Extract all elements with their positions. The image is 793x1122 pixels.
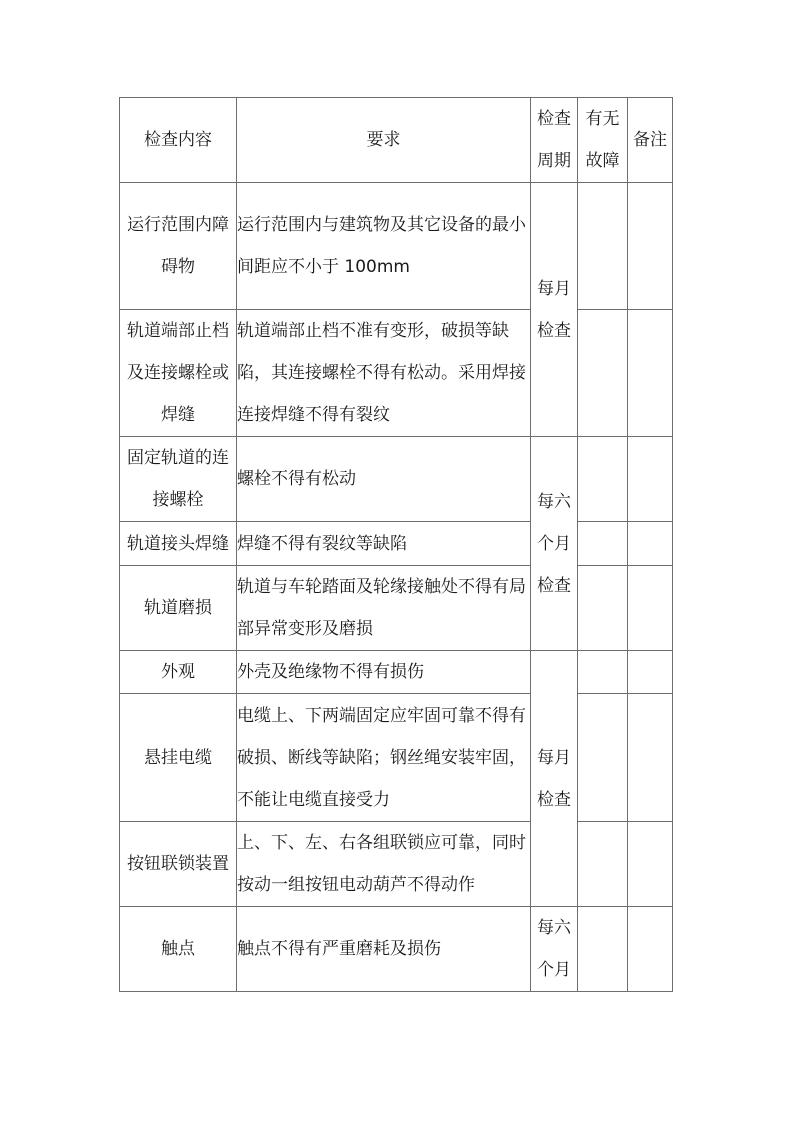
row-content: 轨道端部止档及连接螺栓或焊缝	[120, 310, 237, 437]
row-requirement: 轨道端部止档不准有变形，破损等缺陷，其连接螺栓不得有松动。采用焊接连接焊缝不得有裂纹	[237, 310, 531, 437]
remark-cell[interactable]	[628, 566, 673, 651]
row-requirement: 上、下、左、右各组联锁应可靠，同时按动一组按钮电动葫芦不得动作	[237, 822, 531, 907]
table-row	[120, 694, 673, 822]
table-row	[120, 651, 673, 694]
row-requirement: 螺栓不得有松动	[237, 437, 531, 522]
row-content: 悬挂电缆	[120, 694, 237, 822]
remark-cell[interactable]	[628, 822, 673, 907]
row-requirement: 电缆上、下两端固定应牢固可靠不得有破损、断线等缺陷；钢丝绳安装牢固，不能让电缆直接受力	[237, 694, 531, 822]
fault-cell[interactable]	[578, 183, 628, 310]
period-cell: 每月检查	[531, 183, 578, 437]
table-row	[120, 566, 673, 651]
period-cell: 每月检查	[531, 651, 578, 907]
row-requirement: 外壳及绝缘物不得有损伤	[237, 651, 531, 694]
row-requirement: 运行范围内与建筑物及其它设备的最小间距应不小于 100mm	[237, 183, 531, 310]
remark-cell[interactable]	[628, 522, 673, 566]
header-period: 检查周期	[531, 98, 578, 183]
table-row	[120, 183, 673, 310]
row-content: 触点	[120, 907, 237, 992]
remark-cell[interactable]	[628, 907, 673, 992]
row-content: 轨道磨损	[120, 566, 237, 651]
fault-cell[interactable]	[578, 822, 628, 907]
table-row	[120, 310, 673, 437]
remark-cell[interactable]	[628, 694, 673, 822]
row-content: 运行范围内障碍物	[120, 183, 237, 310]
table-row	[120, 907, 673, 992]
row-requirement: 触点不得有严重磨耗及损伤	[237, 907, 531, 992]
inspection-table	[119, 97, 673, 992]
fault-cell[interactable]	[578, 310, 628, 437]
fault-cell[interactable]	[578, 437, 628, 522]
header-remark: 备注	[628, 98, 673, 183]
remark-cell[interactable]	[628, 183, 673, 310]
table-row	[120, 437, 673, 522]
table-row	[120, 522, 673, 566]
row-content: 轨道接头焊缝	[120, 522, 237, 566]
table-row	[120, 822, 673, 907]
row-requirement: 焊缝不得有裂纹等缺陷	[237, 522, 531, 566]
fault-cell[interactable]	[578, 566, 628, 651]
remark-cell[interactable]	[628, 437, 673, 522]
row-content: 固定轨道的连接螺栓	[120, 437, 237, 522]
fault-cell[interactable]	[578, 907, 628, 992]
fault-cell[interactable]	[578, 651, 628, 694]
header-content: 检查内容	[120, 98, 237, 183]
fault-cell[interactable]	[578, 522, 628, 566]
period-cell: 每六个月检查	[531, 437, 578, 651]
row-content: 外观	[120, 651, 237, 694]
fault-cell[interactable]	[578, 694, 628, 822]
row-content: 按钮联锁装置	[120, 822, 237, 907]
remark-cell[interactable]	[628, 651, 673, 694]
header-fault: 有无故障	[578, 98, 628, 183]
remark-cell[interactable]	[628, 310, 673, 437]
header-row	[120, 98, 673, 183]
period-cell: 每六个月	[531, 907, 578, 992]
header-requirement: 要求	[237, 98, 531, 183]
row-requirement: 轨道与车轮踏面及轮缘接触处不得有局部异常变形及磨损	[237, 566, 531, 651]
